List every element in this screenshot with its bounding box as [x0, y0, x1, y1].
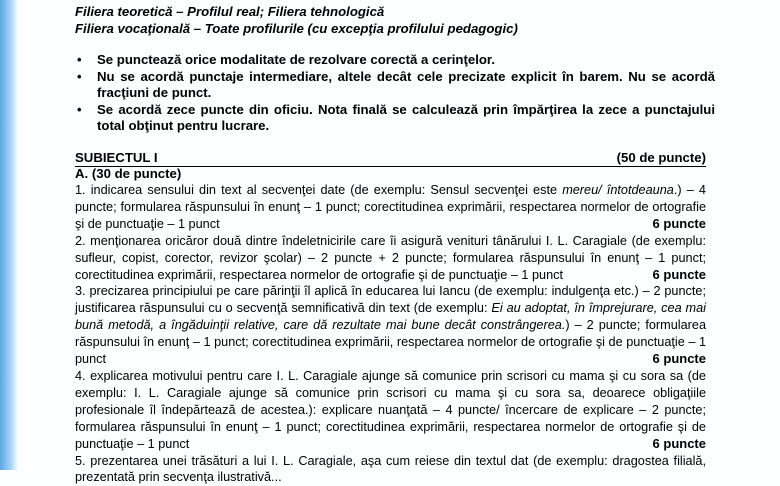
scoring-item-3: 3. precizarea principiului pe care părinţii îl aplică în educarea lui Iancu (de exemplu: indulgenţa etc.) – 2 puncte; justificarea răspunsului cu o secvenţă semnificativă din text (de exemplu: Ei au adoptat, în împrejurare, cea mai bună metodă, a îngăduinţii relative, care dă rezultate mai bune decât constrângerea.) – 2 puncte; formularea răspunsului în enunţ – 1 punct; corectitudinea exprimării, respectarea normelor de ortografie şi de punctuaţie – 1 punct 6 puncte	[75, 283, 706, 368]
subsection-heading: A. (30 de puncte)	[75, 166, 181, 182]
scoring-items	[75, 182, 706, 486]
section-heading	[75, 150, 706, 167]
scoring-item-5: 5. prezentarea unei trăsături a lui I. L. Caragiale, aşa cum reiese din textul dat (de exemplu: dragostea filială, prezentată prin secvenţa ilustrativă...	[75, 453, 706, 486]
instruction-item: • Se punctează orice modalitate de rezolvare corectă a cerinţelor.	[75, 52, 715, 69]
instruction-item: • Se acordă zece puncte din oficiu. Nota finală se calculează prin împărţirea la zece a punctajului total obţinut pentru lucrare.	[75, 102, 715, 135]
scoring-item-2: 2. menţionarea oricăror două dintre îndeletnicirile care îi asigură venituri tânărului I. L. Caragiale (de exemplu: sufleur, copist, corector, revizor şcolar) – 2 puncte + 2 puncte; formularea răspunsului în enunţ – 1 punct; corectitudinea exprimării, respectarea normelor de ortografie şi de punctuaţie – 1 punct 6 puncte	[75, 233, 706, 284]
header-line-1: Filiera teoretică – Profilul real; Filiera tehnologică	[75, 3, 765, 20]
header-line-2: Filiera vocaţională – Toate profilurile (cu excepţia profilului pedagogic)	[75, 20, 765, 37]
scoring-item-1: 1. indicarea sensului din text al secvenţei date (de exemplu: Sensul secvenţei este mereu/ întotdeauna.) – 4 puncte; formularea răspunsului în enunţ – 1 punct; corectitudinea exprimării, respectarea normelor de ortografie şi de punctuaţie – 1 punct 6 puncte	[75, 182, 706, 233]
section-title: SUBIECTUL I	[75, 150, 158, 166]
bullet-icon: •	[77, 52, 82, 69]
scoring-item-4: 4. explicarea motivului pentru care I. L. Caragiale ajunge să comunice prin scrisori cu mama şi cu sora sa (de exemplu: I. L. Caragiale ajunge să comunice prin scrisori cu mama şi cu sora sa, deoarece obligaţiile profesionale îl îndepărtează de acestea.): explicare nuanţată – 4 puncte/ încercare de explicare – 2 puncte; formularea răspunsului în enunţ – 1 punct; corectitudinea exprimării, respectarea normelor de ortografie şi de punctuaţie – 1 punct 6 puncte	[75, 368, 706, 453]
section-points: (50 de puncte)	[617, 150, 706, 166]
instruction-item: • Nu se acordă punctaje intermediare, altele decât cele precizate explicit în barem. Nu se acordă fracţiuni de punct.	[75, 69, 715, 102]
item-points: 6 puncte	[649, 436, 706, 453]
item-points: 6 puncte	[649, 351, 706, 368]
left-edge-decoration	[0, 0, 18, 470]
item-points: 6 puncte	[649, 267, 706, 284]
header	[75, 3, 765, 37]
instructions-list	[75, 52, 715, 135]
item-points: 6 puncte	[649, 216, 706, 233]
bullet-icon: •	[77, 69, 82, 86]
bullet-icon: •	[77, 102, 82, 119]
